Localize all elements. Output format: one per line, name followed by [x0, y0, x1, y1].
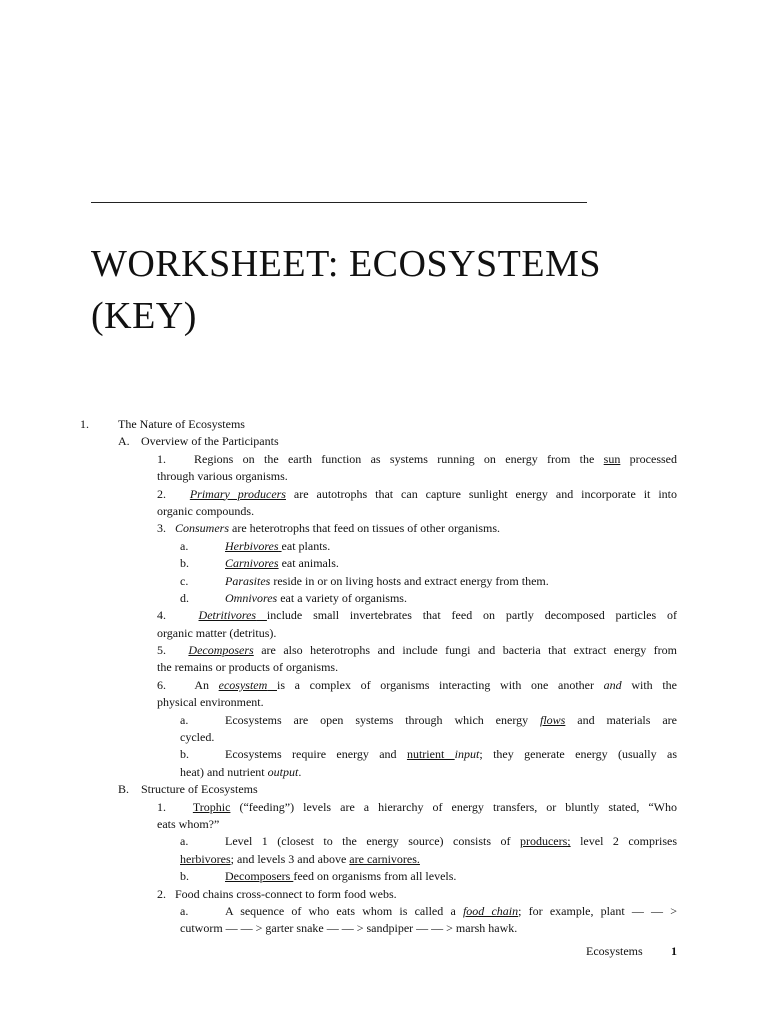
- page-title: [91, 238, 601, 342]
- outline-text: Structure of Ecosystems: [141, 782, 258, 797]
- outline-text: eats whom?”: [157, 816, 220, 831]
- worksheet-outline: [0, 416, 768, 938]
- outline-line: [0, 625, 768, 642]
- outline-line: [0, 468, 768, 485]
- outline-line: [0, 573, 768, 590]
- outline-marker: a.: [180, 712, 189, 727]
- outline-marker: A.: [118, 434, 130, 449]
- outline-line: [0, 416, 768, 433]
- outline-line: [0, 538, 768, 555]
- outline-text: through various organisms.: [157, 469, 288, 484]
- outline-text: 2. Primary producers are autotrophs that can capture sunlight energy and incorporate it into: [157, 486, 677, 501]
- outline-marker: b.: [180, 556, 189, 571]
- outline-line: [0, 886, 768, 903]
- outline-text: Herbivores eat plants.: [225, 538, 331, 553]
- outline-line: [0, 729, 768, 746]
- outline-text: organic matter (detritus).: [157, 625, 277, 640]
- outline-line: [0, 764, 768, 781]
- outline-line: [0, 503, 768, 520]
- outline-text: The Nature of Ecosystems: [118, 417, 245, 431]
- outline-text: cycled.: [180, 730, 215, 745]
- outline-marker: a.: [180, 903, 189, 918]
- outline-text: 1. Trophic (“feeding”) levels are a hierarchy of energy transfers, or bluntly stated, “Who: [157, 799, 677, 814]
- outline-line: [0, 712, 768, 729]
- outline-marker: d.: [180, 590, 189, 605]
- outline-line: [0, 607, 768, 624]
- outline-line: [0, 833, 768, 850]
- outline-line: [0, 451, 768, 468]
- outline-text: physical environment.: [157, 695, 264, 710]
- outline-text: Ecosystems require energy and nutrient input; they generate energy (usually as: [225, 747, 677, 762]
- outline-line: [0, 799, 768, 816]
- outline-text: Parasites reside in or on living hosts and extract energy from them.: [225, 573, 549, 588]
- outline-marker: b.: [180, 869, 189, 884]
- outline-text: herbivores; and levels 3 and above are carnivores.: [180, 851, 420, 866]
- outline-text: heat) and nutrient output.: [180, 764, 302, 779]
- outline-line: [0, 816, 768, 833]
- outline-text: Carnivores eat animals.: [225, 556, 339, 571]
- title-line-2: (KEY): [91, 295, 197, 337]
- outline-line: [0, 677, 768, 694]
- outline-text: 2. Food chains cross-connect to form food webs.: [157, 886, 397, 901]
- outline-text: 5. Decomposers are also heterotrophs and include fungi and bacteria that extract energy from: [157, 643, 677, 658]
- outline-text: Ecosystems are open systems through which energy flows and materials are: [225, 712, 677, 727]
- title-line-1: WORKSHEET: ECOSYSTEMS: [91, 243, 602, 285]
- outline-text: 6. An ecosystem is a complex of organisms interacting with one another and with the: [157, 677, 677, 692]
- outline-text: organic compounds.: [157, 503, 255, 518]
- outline-line: [0, 520, 768, 537]
- outline-text: Decomposers feed on organisms from all levels.: [225, 869, 457, 884]
- outline-line: [0, 746, 768, 763]
- outline-marker: a.: [180, 538, 189, 553]
- outline-text: Omnivores eat a variety of organisms.: [225, 590, 407, 605]
- outline-line: [0, 781, 768, 798]
- outline-text: 3. Consumers are heterotrophs that feed on tissues of other organisms.: [157, 521, 501, 536]
- outline-text: 1. Regions on the earth function as systems running on energy from the sun processed: [157, 451, 677, 466]
- outline-line: [0, 590, 768, 607]
- outline-line: [0, 433, 768, 450]
- outline-text: 4. Detritivores include small invertebrates that feed on partly decomposed particles of: [157, 608, 678, 623]
- header-rule: [91, 202, 587, 203]
- outline-marker: a.: [180, 834, 189, 849]
- outline-text: the remains or products of organisms.: [157, 660, 339, 675]
- outline-line: [0, 920, 768, 937]
- outline-text: Overview of the Participants: [141, 434, 279, 449]
- page-number: 1: [671, 944, 677, 958]
- outline-marker: b.: [180, 747, 189, 762]
- outline-text: Level 1 (closest to the energy source) consists of producers; level 2 comprises: [225, 834, 677, 849]
- outline-line: [0, 555, 768, 572]
- outline-line: [0, 659, 768, 676]
- outline-line: [0, 694, 768, 711]
- outline-line: [0, 642, 768, 659]
- outline-text: A sequence of who eats whom is called a food chain; for example, plant — — >: [225, 903, 677, 918]
- outline-line: [0, 486, 768, 503]
- outline-marker: c.: [180, 573, 189, 588]
- footer-label: Ecosystems: [586, 944, 643, 958]
- outline-marker: B.: [118, 782, 130, 797]
- outline-line: [0, 868, 768, 885]
- outline-line: [0, 903, 768, 920]
- outline-text: cutworm — — > garter snake — — > sandpiper — — > marsh hawk.: [180, 921, 518, 936]
- outline-line: [0, 851, 768, 868]
- outline-marker: 1.: [80, 417, 89, 431]
